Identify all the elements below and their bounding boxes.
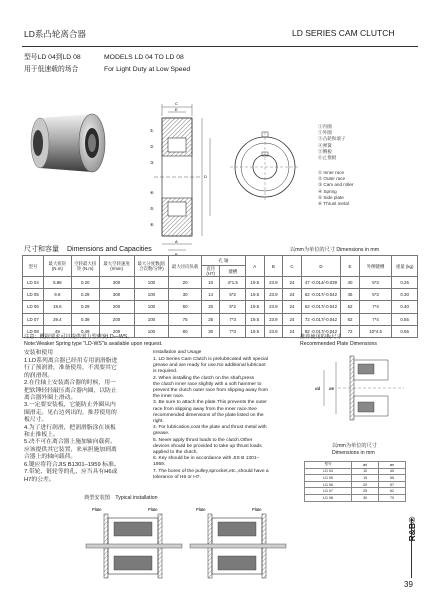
table-cell: LD 06 [23, 301, 44, 313]
install-line: 6.键应将符合JIS B1301–1959 标准。 [24, 461, 120, 468]
plate-dims-body [305, 468, 406, 501]
spec-table [22, 255, 418, 338]
table-cell: 70 [379, 494, 406, 501]
table-row [305, 494, 406, 501]
install-line: tolerance of H6 or H7. [153, 474, 201, 480]
install-line: prevent the clutch outer race from slipping away from [153, 388, 268, 394]
front-view-drawing [228, 130, 302, 204]
install-line: 5. Never apply thrust loads to the clutch.Other [153, 437, 253, 443]
table-cell: 200 [99, 301, 134, 313]
install-line: grease. [153, 431, 170, 437]
typical-installation-drawing [78, 504, 290, 582]
col-overrun: 最大空转速度 (r/min) [99, 256, 134, 277]
table-cell: 30 [201, 325, 220, 337]
typical-title-en: Typical installation [115, 495, 158, 501]
table-cell: 50 [169, 301, 202, 313]
install-line: grease and are ready for use.No additional lubricant [153, 363, 266, 369]
col-radial: 最大径向负载 [169, 256, 202, 277]
page-number: 39 [404, 580, 413, 589]
subtitle-model-en: MODELS LD 04 TO LD 08 [104, 54, 184, 61]
spec-table-body [23, 277, 418, 338]
table-row [305, 488, 406, 495]
install-line: the inner race. [153, 394, 185, 400]
table-cell: 23.9 [264, 325, 283, 337]
table-cell: 0.40 [392, 301, 418, 313]
table-cell: 40 [379, 468, 406, 475]
col-drag: 空转最大扭矩 (N.m) [71, 256, 99, 277]
table-cell: 10 [352, 468, 379, 475]
table-cell: 10*4.5 [359, 325, 392, 337]
note-zh: 注意：概据要求可以提供弱力型弹簧LD—WS。 [24, 334, 133, 340]
table-row [23, 301, 418, 313]
table-cell: 0.29 [71, 301, 99, 313]
install-line: 离合器外圈上滑动。 [24, 395, 77, 402]
table-cell: 62 -0.017/-0.042 [301, 301, 341, 313]
install-en-body [153, 357, 301, 481]
dims-title-en: Dimensions and Capacities [66, 246, 152, 253]
table-cell: LD 08 [305, 494, 352, 501]
table-cell: 5.88 [43, 277, 71, 289]
table-row [23, 277, 418, 289]
plate-label-d: ød [315, 386, 321, 391]
install-line: 行了预润滑，准备使用，不需要其它 [24, 365, 117, 372]
table-cell: 52 [341, 301, 360, 313]
table-cell: 72 -0.017/-0.042 [301, 313, 341, 325]
table-row [305, 481, 406, 488]
col-engage: 最大分度数(结合次数/分钟) [134, 256, 169, 277]
install-line: 7.带轮、链轮等的孔，应当具有H6或 [24, 469, 118, 476]
subtitle-usage-zh: 用于低速载的场合 [24, 66, 79, 73]
col-d: D [301, 256, 341, 277]
dim-b: B [175, 252, 178, 257]
header-title-zh: LD系凸轮离合器 [24, 29, 86, 39]
table-row [305, 468, 406, 475]
plate-label-e: øe [329, 386, 335, 391]
plate-label-2: Plate [148, 507, 158, 512]
table-cell: 14 [201, 289, 220, 301]
small-unit-zh: 以mm为单位的尺寸 [332, 443, 377, 449]
dims-title-zh: 尺寸和容量 [24, 246, 59, 253]
table-cell: 24 [283, 301, 302, 313]
table-cell: 7*4 [359, 301, 392, 313]
plate-drawing [298, 350, 418, 426]
table-cell: 20 [201, 301, 220, 313]
legend-zh-item: ③凸轮和滚子 [318, 136, 346, 142]
table-cell: 4*1.5 [220, 277, 246, 289]
note-en: Note:Weaker Spring type "LD-WS"is available upon request. [24, 341, 163, 347]
small-unit-en: Dimensions in mm [332, 450, 375, 456]
dim-d: D [204, 174, 207, 179]
col-outer: 外侧键槽 [359, 256, 392, 277]
table-cell: 19.5 [245, 301, 264, 313]
header-title-en: LD SERIES CAM CLUTCH [292, 28, 395, 38]
table-row [23, 313, 418, 325]
product-photo [22, 102, 122, 182]
dim-e: E [175, 107, 178, 112]
install-line: 6. Key should be in accordance with JIS B 1301– [153, 456, 260, 462]
install-line: 应该提供其它装置，来承担施加到离 [24, 446, 117, 453]
subtitle-model-zh: 型号LD 04到LD 08 [24, 54, 81, 61]
install-line: 1959. [153, 462, 166, 468]
table-cell: 72 [341, 325, 360, 337]
table-cell: 0.49 [71, 325, 99, 337]
callout-3: ③ [150, 160, 154, 165]
install-line: 2.在往轴上安装离合器的时候，用一 [24, 380, 116, 387]
install-line: devices should be provided to take up thrust loads [153, 443, 262, 449]
col-bore: 孔 轴 [201, 256, 245, 266]
table-cell: 30 [169, 289, 202, 301]
install-line: the clutch inner race slightly with a soft hammer to [153, 381, 262, 387]
col-e: E [341, 256, 360, 277]
table-cell: 5*2 [220, 289, 246, 301]
legend-zh-item: ②外圈 [318, 130, 332, 136]
install-line: 和止推板上。 [24, 432, 59, 439]
legend-zh-item: ⑥止推板 [318, 155, 337, 161]
dims-unit-note: 以mm为单位的尺寸 Dimensions in mm [290, 247, 380, 253]
table-cell: 62 -0.017/-0.042 [301, 289, 341, 301]
table-row [305, 475, 406, 482]
table-cell: 19.5 [245, 277, 264, 289]
table-cell: LD 06 [305, 481, 352, 488]
table-cell: 24 [283, 277, 302, 289]
legend-zh [318, 124, 346, 161]
table-cell: 57 [379, 481, 406, 488]
install-line: recommended dimensions of the plate listed on the [153, 412, 264, 418]
table-cell: 7*3 [220, 313, 246, 325]
install-line: 4.为了进行润滑，把润滑脂涂在该板 [24, 424, 116, 431]
table-cell: 47 -0.014/-0.039 [301, 277, 341, 289]
table-cell: 82 -0.017/-0.042 [301, 325, 341, 337]
table-cell: 29.4 [43, 313, 71, 325]
table-cell: 100 [134, 289, 169, 301]
install-line: H7的公差。 [24, 476, 55, 483]
table-cell: 24 [283, 313, 302, 325]
table-cell: 0.55 [392, 313, 418, 325]
table-cell: 80 [169, 325, 202, 337]
plate-title-en: Recommended Plate Dimensions [300, 341, 377, 347]
callout-5: ⑤ [150, 206, 154, 211]
install-line: 1.LD系列离合器已经用专用润滑脂进 [24, 358, 118, 364]
plate-dims-table [304, 461, 406, 502]
install-line: 7. The bores of the pulley,sprocket,etc.,should have a [153, 468, 269, 474]
table-cell: 20 [352, 481, 379, 488]
install-title-zh: 安装和使用 [24, 350, 53, 356]
table-cell: 200 [99, 313, 134, 325]
table-cell: LD 07 [23, 313, 44, 325]
table-cell: 100 [134, 313, 169, 325]
table-cell: 23.9 [264, 301, 283, 313]
table-cell: 300 [99, 289, 134, 301]
typical-title-zh: 典型安装图 [84, 495, 110, 501]
table-cell: 20 [169, 277, 202, 289]
dim-a: A [175, 239, 178, 244]
table-cell: LD 05 [23, 289, 44, 301]
col-c: C [283, 256, 302, 277]
typical-title [84, 494, 158, 501]
table-cell: 24 [283, 325, 302, 337]
table-cell: 19.5 [245, 325, 264, 337]
legend-zh-item: ⑤侧板 [318, 148, 332, 154]
table-cell: 23.9 [264, 289, 283, 301]
table-cell: 62 [341, 313, 360, 325]
table-cell: 100 [134, 301, 169, 313]
install-line: is required. [153, 369, 178, 375]
install-zh-body [24, 358, 150, 484]
dim-c: C [175, 101, 178, 106]
table-cell: 15 [352, 475, 379, 482]
table-cell: LD 04 [23, 277, 44, 289]
table-cell: 9.8 [43, 289, 71, 301]
table-cell: 0.29 [71, 289, 99, 301]
col-a: A [245, 256, 264, 277]
callout-2: ② [150, 144, 154, 149]
table-cell: 24 [283, 289, 302, 301]
legend-en [318, 170, 354, 207]
col-key: 键槽 [220, 266, 246, 277]
legend-zh-item: ①内圈 [318, 124, 332, 129]
col-model: 型号 [23, 256, 44, 277]
table-cell: 19.5 [245, 289, 264, 301]
table-cell: 5*3 [359, 277, 392, 289]
legend-en-item: ③ Cam and roller [318, 182, 354, 188]
table-cell: 0.20 [71, 277, 99, 289]
install-line: 4. For lubrication,coat the plate and thrust metal with [153, 425, 267, 431]
table-cell: 300 [99, 277, 134, 289]
install-line: right. [153, 419, 164, 425]
plate-label-1: Plate [92, 507, 102, 512]
install-line: 把软锤轻轻敲压离合器内圈，以防止 [24, 387, 117, 394]
table-cell: 62 [379, 488, 406, 495]
table-cell: 10 [201, 277, 220, 289]
small-col-d: ød [352, 462, 379, 469]
table-cell: 40 [341, 277, 360, 289]
install-line: 5.决不可在离合器上施加轴向载荷。 [24, 439, 116, 446]
legend-en-item: ⑤ Side plate [318, 194, 344, 200]
col-b: B [264, 256, 283, 277]
install-line: 的润滑剂。 [24, 372, 53, 379]
table-cell: 23.9 [264, 277, 283, 289]
install-line: race from slipping away from the inner race.See [153, 406, 257, 412]
table-cell: 0.30 [392, 289, 418, 301]
table-cell: 200 [99, 325, 134, 337]
callout-6: ⑥ [150, 222, 154, 227]
table-cell: 19.5 [245, 313, 264, 325]
legend-en-item: ② Outer race [318, 176, 346, 182]
table-cell: 7*3 [220, 325, 246, 337]
legend-en-item: ① Inner race [318, 170, 345, 175]
table-cell: 75 [169, 313, 202, 325]
subtitle-usage-en: For Light Duty at Low Speed [104, 66, 191, 73]
install-line: 3. Be sure to attach the plate.This prevents the outer [153, 400, 267, 406]
small-col-e: øe [379, 462, 406, 469]
table-row [23, 289, 418, 301]
dims-title [24, 244, 152, 254]
install-line: 3.一定要安装板，它能防止外圈从内 [24, 402, 116, 409]
install-line: 2. When installing the clutch on the shaft,press [153, 375, 255, 381]
table-cell: 19.6 [43, 301, 71, 313]
install-line: 合器上的轴向载荷。 [24, 454, 77, 461]
legend-en-item: ⑥ Thrust metal [318, 201, 349, 207]
table-cell: LD 04 [305, 468, 352, 475]
install-line: 1. LD Series Cam Clutch is prelubricated with special [153, 357, 268, 362]
install-line: 圈滑走。见右边列出的，推荐使用的 [24, 409, 117, 416]
install-line: applied to the clutch. [153, 450, 198, 456]
plate-label-3: Plate [196, 507, 206, 512]
table-cell: 25 [352, 488, 379, 495]
table-cell: 5*2 [220, 301, 246, 313]
table-cell: 7*4 [359, 313, 392, 325]
table-cell: LD 05 [305, 475, 352, 482]
callout-4: ④ [150, 190, 154, 195]
callout-1: ① [150, 128, 154, 133]
table-cell: 49 [43, 325, 71, 337]
table-cell: 0.39 [71, 313, 99, 325]
table-cell: LD 08 [23, 325, 44, 337]
plate-label-4: Plate [252, 507, 262, 512]
install-line: 板尺寸。 [24, 417, 48, 424]
table-cell: 55 [379, 475, 406, 482]
table-cell: 100 [134, 325, 169, 337]
small-col-model: 型号 [305, 462, 352, 469]
table-cell: 23.9 [264, 313, 283, 325]
table-cell: 25 [201, 313, 220, 325]
install-title-en: Installation and Usage [153, 350, 202, 355]
table-cell: LD 07 [305, 488, 352, 495]
table-cell: 100 [134, 277, 169, 289]
plate-title-zh: 推荐使用的板尺寸 [300, 334, 342, 340]
header-rule [22, 46, 418, 47]
table-cell: 45 [341, 289, 360, 301]
table-cell: 30 [352, 494, 379, 501]
table-cell: 0.65 [392, 325, 418, 337]
brand-logo: R&B® [407, 516, 417, 542]
col-mass: 重量 (kg) [392, 256, 418, 277]
section-drawing [148, 98, 220, 258]
table-cell: 0.25 [392, 277, 418, 289]
col-torque: 最大扭矩 (N.m) [43, 256, 71, 277]
table-cell: 5*3 [359, 289, 392, 301]
legend-en-item: ④ Spring [318, 188, 337, 194]
legend-zh-item: ④弹簧 [318, 142, 332, 148]
col-dia: 直径 (H7) [201, 266, 220, 277]
